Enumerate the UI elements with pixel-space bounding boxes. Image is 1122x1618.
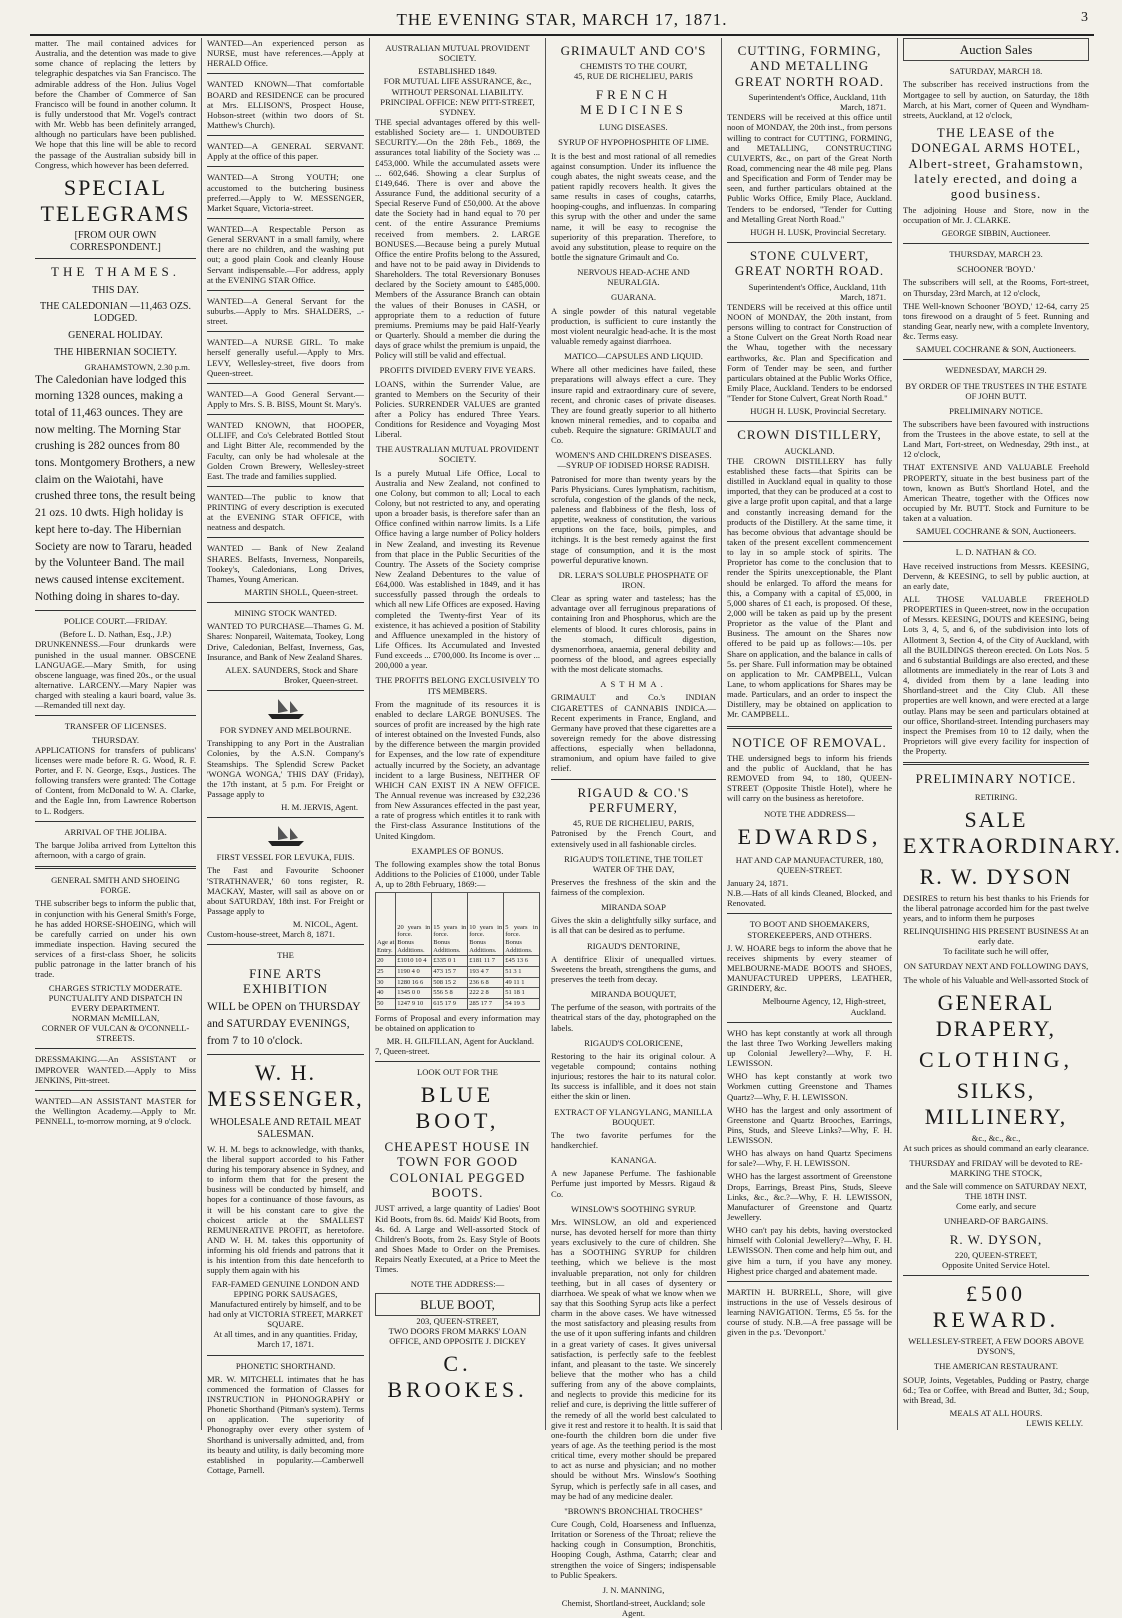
clothing: CLOTHING,	[919, 1046, 1073, 1072]
lera: DR. LERA'S SOLUBLE PHOSPHATE OF IRON.	[558, 569, 709, 591]
table-cell: £45 13 6	[504, 956, 540, 967]
sat-text: The subscriber has received instructions from the Mortgagee to sell by auction, on Saturday, the 18th March, at his Mart, corner of Queen and Wyndham-streets, Auckland, at 12 o'clock,	[903, 79, 1089, 120]
whole: The whole of his Valuable and Well-assorted Stock of	[903, 974, 1089, 985]
manning: J. N. MANNING,	[602, 1584, 665, 1595]
rigaud-heading: RIGAUD & CO.'S PERFUMERY,	[577, 784, 690, 815]
cheapest: CHEAPEST HOUSE IN TOWN FOR GOOD COLONIAL PEGGED BOOTS.	[384, 1139, 531, 1201]
phonetic-heading: PHONETIC SHORTHAND.	[235, 1360, 336, 1371]
crown-heading: CROWN DISTILLERY,	[737, 427, 882, 443]
page-columns	[30, 38, 1122, 1618]
table-cell: 285 17 7	[468, 998, 504, 1009]
prelim-2: PRELIMINARY NOTICE.	[915, 771, 1077, 787]
prelim: PRELIMINARY NOTICE.	[949, 405, 1043, 416]
lusk: HUGH H. LUSK, Provincial Secretary.	[750, 406, 886, 417]
lewisson-ad: WHO has the largest assortment of Greenstone Drops, Earrings, Breast Pins, Studs, Sleeve Links, &c., &c.?—Why, F. H. LEWISSON, Manufacturer of Greenstone and Quartz Jewellery.	[727, 1171, 892, 1223]
page-number: 3	[1081, 10, 1088, 25]
women-text: Patronised for more than twenty years by the Paris Physicians. Cures lymphatism, rachitism, scrofula, congestion of the glands of the neck, paleness and flabbiness of the flesh, loss of appetite, weakness of constitution, the various eruptions on the face, boils, pimples, and itchings. It is the best remedy against the first stage of consumption, and it is the most powerful depurative known.	[551, 473, 716, 565]
table-header: 10 years in force. Bonus Additions.	[468, 893, 504, 956]
table-cell: 40	[376, 988, 396, 999]
trustees: BY ORDER OF THE TRUSTEES IN THE ESTATE OF JOHN BUTT.	[905, 380, 1087, 401]
table-cell: 556 5 8	[432, 988, 468, 999]
dentorine-text: A dentifrice Elixir of unequalled virtues. Sweetens the breath, strengthens the gums, and preserves the teeth from decay.	[551, 953, 716, 985]
winslow-text: Mrs. WINSLOW, an old and experienced nurse, has devoted herself for more than thirty years exclusively to the cure of children. She has a SOOTHING SYRUP for children teething, which we believe is the most invaluable preparation, not only for children teething, but in all cases of dysentery or diarrhoea. We speak of what we know when we say that this Soothing Syrup acts like a perfect charm in the above cases. We have witnessed the most satisfactory and pleasing results from the use of it upon suffering infants and children in a great variety of cases. It gives universal satisfaction, is perfectly safe to the feeblest infant, and pleasant to the taste. We sincerely believe that the mother who has a child suffering from any of the above complaints, and neglects to provide this medicine for its relief and cure, is depriving the little sufferer of the remedy of all the world best calculated to give it rest and restore it to health. It is said that one-fourth the children born die under five years of age. As the teething period is the most critical time, every mother should be prepared to act as nurse and physician; and no mother should be without Mrs. Winslow's Soothing Syrup, which is perfectly safe in all cases, and may be had of any medicine dealer.	[551, 1216, 716, 1501]
rigaud-address: 45, RUE DE RICHELIEU, PARIS,	[572, 818, 695, 829]
amp-text: THE special advantages offered by this well-established Society are— 1. UNDOUBTED SECURITY.—On the 28th Feb., 1869, the assurances total liability of the Society was ... £453,000. While the accumulated assets were ... 602,646. Showing a clear Surplus of £149,646. There is over and above the Assurance Fund, the additional security of a Special Reserve Fund of £50,000. At the above date the Society had in hand equal to 70 per cent. of the entire Assurance Premiums received from members. 2. LARGE BONUSES.—Because being a purely Mutual Office the entire Profits belong to the Assured, and have not to be paid away in Dividends to Shareholders. The total Reversionary Bonuses declared by the Society amount to £485,000. Members of the Assurance Branch can obtain the values of their Bonuses in CASH, or appropriate them to a reduction of future premiums. Premiums may be paid Half-Yearly or Quarterly. Should a member die during the days of grace whilst the premium is unpaid, the Policy will still be valid and effectual.	[375, 116, 540, 361]
wanted-ad: WANTED—A Strong YOUTH; one accustomed to the butchering business preferred.—Apply to W. MESSENGER, Market Square, Victoria-street.	[207, 172, 364, 213]
levuka-heading: FIRST VESSEL FOR LEVUKA, FIJIS.	[216, 852, 355, 863]
come: Come early, and secure	[955, 1201, 1037, 1212]
table-cell: 615 17 9	[432, 998, 468, 1009]
lookout: LOOK OUT FOR THE	[416, 1067, 499, 1078]
kelly: LEWIS KELLY.	[1026, 1418, 1083, 1429]
bootmakers: TO BOOT AND SHOEMAKERS, STOREKEEPERS, AND OTHERS.	[747, 919, 872, 940]
jan: January 24, 1871.	[727, 877, 789, 888]
caledonian-heading: THE CALEDONIAN —11,463 OZS. LODGED.	[39, 301, 191, 325]
wellesley: WELLESLEY-STREET, A FEW DOORS ABOVE DYSON'S,	[908, 1336, 1084, 1357]
masthead	[30, 6, 1094, 36]
corner: CORNER OF VULCAN & O'CONNELL-STREETS.	[41, 1023, 190, 1044]
asthma: ASTHMA.	[600, 679, 667, 690]
column-1	[30, 38, 202, 1430]
nervous: NERVOUS HEAD-ACHE AND NEURALGIA.	[577, 267, 690, 288]
table-cell: 51 3 1	[504, 966, 540, 977]
this-day: THIS DAY.	[92, 284, 139, 296]
stone-text: TENDERS will be received at this office until NOON of MONDAY, the 20th instant, from persons willing to contract for Construction of a Stone Culvert on the Great North Road near the Whau, together with the necessary earthworks, &c. Plan and Specification and Form of Tender may be seen, and further particulars obtained at the Public Works Office, Emily Place, Auckland. Tenders to be endorsed "Tender for Stone Culvert, Great North Road."	[727, 301, 892, 404]
forms-text: Forms of Proposal and every information may be obtained on application to	[375, 1012, 540, 1033]
examples-text: The following examples show the total Bonus Additions to the Policies of £1000, under Table A, up to 28th February, 1869:—	[375, 858, 540, 890]
sibbin: GEORGE SIBBIN, Auctioneer.	[941, 227, 1051, 238]
times: At all times, and in any quantities. Friday, March 17, 1871.	[213, 1329, 358, 1350]
table-header: Age at Entry.	[376, 893, 396, 956]
ship-icon	[266, 696, 306, 720]
auction-sales-heading: Auction Sales	[903, 38, 1089, 61]
dateline: GRAHAMSTOWN, 2.30 p.m.	[84, 361, 190, 372]
sydney-heading: FOR SYDNEY AND MELBOURNE.	[219, 725, 352, 736]
lusk: HUGH H. LUSK, Provincial Secretary.	[750, 226, 886, 237]
table-header: 15 years in force. Bonus Additions.	[432, 893, 468, 956]
messenger-heading: W. H. MESSENGER,	[207, 1060, 364, 1112]
table-cell: 1190 4 0	[396, 966, 432, 977]
etc: &c., &c., &c.,	[971, 1132, 1021, 1143]
lewisson-ad: WHO has kept constantly at work two Workmen cutting Greenstone and Thames Quartz?—Why, F. H. LEWISSON.	[727, 1071, 892, 1102]
table-cell: 25	[376, 966, 396, 977]
manning-address: Chemist, Shortland-street, Auckland; sole Agent.	[561, 1597, 706, 1618]
table-cell: 193 4 7	[468, 966, 504, 977]
freehold: ALL THOSE VALUABLE FREEHOLD PROPERTIES in Queen-street, now in the occupation of Messrs. KEESING, DOUTS and KEESING, being Lots 3, 4, 5, and 6, of the subdivision into lots of Allotment 3, Section 4, of the City of Auckland, with all the BUILDINGS thereon erected. On Lots Nos. 5 and 6 substantial Buildings are also erected, and these allotments are immediately in the rear of Lots 3 and 4, divided from them by a lane leading into Shortland-street and the City Club. All these properties are well known, and were erected at a large outlay. Plans may be seen and particulars obtained at our office, Shortland-street. Intending purchasers may inspect the Premises from 10 to 12 daily, when the Proprietors will give every facility for inspection of the Property.	[903, 594, 1089, 757]
the: THE	[277, 950, 294, 961]
facilitate: To facilitate such he will offer,	[943, 946, 1049, 957]
column-5	[722, 38, 898, 1430]
table-cell: 51 18 1	[504, 988, 540, 999]
lera-text: Clear as spring water and tasteless; has the advantage over all ferruginous preparations of containing Iron and Phosphorus, which are the elements of blood. It cures chlorosis, pains in the stomach, difficult digestion, dysmenorrhoea, anaemia, general debility and poorness of the blood, and agrees especially with the most delicate stomachs.	[551, 593, 716, 675]
nicol: M. NICOL, Agent.	[292, 919, 358, 930]
soup: SOUP, Joints, Vegetables, Pudding or Pastry, charge 6d.; Tea or Coffee, with Bread and Butter, 3d.; Soup, with Bread, 3d.	[903, 1374, 1089, 1405]
table-cell: 50	[376, 998, 396, 1009]
wanted-ad: WANTED KNOWN, that HOOPER, OLLIFF, and Co's Celebrated Bottled Stout and Light Bitter Ale, recommended by the Faculty, can only be had wholesale at the Golden Crown Brewery, Wellesley-street East. The trade and families supplied.	[207, 420, 364, 481]
hats: N.B.—Hats of all kinds Cleaned, Blocked, and Renovated.	[727, 888, 892, 909]
restaurant: THE AMERICAN RESTAURANT.	[934, 1361, 1058, 1372]
amp-text: LOANS, within the Surrender Value, are granted to Members on the Security of their Policies. SURRENDER VALUES are granted after a Policy has endured Three Years. Conditions for Residence and Voyaging Most Liberal.	[375, 378, 540, 440]
hibernian-heading: THE HIBERNIAN SOCIETY.	[54, 346, 177, 358]
coloricene: RIGAUD'S COLORICENE,	[584, 1037, 683, 1048]
saunders: ALEX. SAUNDERS, Stock and Share Broker, Queen-street.	[225, 664, 358, 686]
prices: At such prices as should command an early clearance.	[903, 1142, 1089, 1153]
table-cell: £181 11 7	[468, 956, 504, 967]
wanted-ad: WANTED—The public to know that PRINTING of every description is executed at the EVENING STAR OFFICE, with neatness and despatch.	[207, 491, 364, 533]
table-cell: 1247 9 10	[396, 998, 432, 1009]
master-ad: WANTED—AN ASSISTANT MASTER for the Wellington Academy.—Apply to Mr. PENNELL, to-morrow morning, at 9 o'clock.	[35, 1095, 196, 1127]
phonetic-text: MR. W. MITCHELL intimates that he has commenced the formation of Classes for INSTRUCTION in PHONOGRAPHY or Phonetic Shorthand (Pitman's system). Terms on application. The superiority of Phonography over every other system of Shorthand is universally admitted, and, from its beauty and utility, is daily becoming more established in popularity.—Camberwell Cottage, Parnell.	[207, 1373, 364, 1475]
table-row	[376, 966, 540, 977]
wanted-ad: WANTED—A General Servant for the suburbs.—Apply to Mrs. SHALDERS, ..-street.	[207, 295, 364, 327]
established: ESTABLISHED 1849.	[418, 66, 497, 77]
ship-icon	[266, 823, 306, 847]
transfer-heading: TRANSFER OF LICENSES.	[64, 721, 167, 732]
wanted-ad: WANTED — Bank of New Zealand SHARES. Belfasts, Inverness, Nonpareils, Tookey's, Caledonians, Long Drives, Thames, Young American.	[207, 543, 364, 584]
table-header: 20 years in force. Bonus Additions.	[396, 893, 432, 956]
amp-heading-2: THE AUSTRALIAN MUTUAL PROVIDENT SOCIETY.	[376, 444, 539, 465]
customs: Custom-house-street, March 8, 1871.	[207, 929, 335, 940]
meals: MEALS AT ALL HOURS.	[949, 1407, 1043, 1418]
wanted-ad: WANTED—A Good General Servant.—Apply to Mrs. S. B. BISS, Mount St. Mary's.	[207, 388, 364, 409]
wanted-ad: WANTED—An experienced person as NURSE, must have references.—Apply at HERALD Office.	[207, 38, 364, 69]
lease-text: The adjoining House and Store, now in the occupation of Mr. J. CLARKE.	[903, 204, 1089, 225]
lewisson-ad: WHO has kept constantly at work all through the last three Two Working Jewellers making up Colonial Jewellery?—Why, F. H. LEWISSON.	[727, 1027, 892, 1069]
column-3	[370, 38, 546, 1430]
matico: MATICO—CAPSULES AND LIQUID.	[564, 351, 703, 362]
reward: £500 REWARD.	[932, 1281, 1060, 1333]
fine-arts-text: WILL be OPEN on THURSDAY and SATURDAY EVENINGS, from 7 to 10 o'clock.	[207, 1001, 361, 1047]
sholl: MARTIN SHOLL, Queen-street.	[244, 587, 358, 598]
messenger-text: W. H. M. begs to acknowledge, with thanks, the liberal support accorded to his Father during his temporary absence in Sydney, and to inform them that for the present the business will be conducted by himself, and hopes for a continuance of those favours, as it will be his constant care to give the choicest article at the SMALLEST REMUNERATIVE PROFIT, as heretofore. AND W. H. M. takes this opportunity of informing his old friends and patrons that it is his intention from this date henceforth to supply them again with his	[207, 1143, 364, 1276]
stone-office: Superintendent's Office, Auckland, 11th March, 1871.	[748, 281, 886, 302]
schooner: SCHOONER 'BOYD.'	[956, 264, 1036, 275]
table-cell: £1010 10 4	[396, 956, 432, 967]
cutting-heading: CUTTING, FORMING, AND METALLING GREAT NORTH ROAD.	[734, 43, 885, 89]
joliba-text: The barque Joliba arrived from Lyttelton this afternoon, with a cargo of grain.	[35, 839, 196, 860]
ylang-text: The two favorite perfumes for the handkerchief.	[551, 1129, 716, 1151]
wanted-ad: WANTED—A NURSE GIRL. To make herself generally useful.—Apply to Mrs. LEVY, Wellesley-street, five doors from Queen-street.	[207, 337, 364, 378]
dyson-text: DESIRES to return his best thanks to his Friends for the liberal patronage accorded him for the past twelve years, and to inform them he purposes	[903, 892, 1089, 923]
smith-text: THE subscriber begs to inform the public that, in conjunction with his General Smith's Forge, he has added HORSE-SHOEING, which will be carefully carried on under his own immediate inspection. Having secured the services of a first-class Shoer, he solicits public patronage in the latter branch of his trade.	[35, 898, 196, 980]
wanted-ad: WANTED—A GENERAL SERVANT. Apply at the office of this paper.	[207, 141, 364, 162]
table-cell: £335 0 1	[432, 956, 468, 967]
syrup-text: It is the best and most rational of all remedies against consumption. Under its influence the cough abates, the night sweats cease, and the patient rapidly recovers health. It gives the same results in cases of coughs, catarrhs, hooping-coughs, and influenzas. In comparing this syrup with the other and under the same name, it will be easy to recognise the superiority of this preparation. Therefore, to avoid any substitution, please to require on the bottle the signature Grimault and Co.	[551, 150, 716, 262]
blue-boot-heading: BLUE BOOT,	[415, 1082, 500, 1134]
queen-203: 203, QUEEN-STREET,	[416, 1315, 499, 1326]
silks: SILKS, MILLINERY,	[924, 1077, 1068, 1129]
bronchial-text: Cure Cough, Cold, Hoarseness and Influenza, Irritation or Soreness of the Throat; relieve the hacking cough in Consumption, Bronchitis, Hooping Cough, Asthma, Catarrh; clear and strengthen the voice of Singers; indispensable to Public Speakers.	[551, 1518, 716, 1580]
ylang: EXTRACT OF YLANGYLANG, MANILLA BOUQUET.	[554, 1106, 713, 1127]
lung: LUNG DISEASES.	[599, 122, 668, 133]
table-row	[376, 977, 540, 988]
table-header: 5 years in force. Bonus Additions.	[504, 893, 540, 956]
examples-heading: EXAMPLES OF BONUS.	[411, 845, 504, 856]
removal-text: THE undersigned begs to inform his friends and the public of Auckland, that he has REMOVED from 94, to 180, QUEEN-STREET (Opposite Thistle Hotel), where he will carry on the business as heretofore.	[727, 752, 892, 804]
edwards: EDWARDS,	[737, 823, 882, 849]
relinquish: RELINQUISHING HIS PRESENT BUSINESS At an early date.	[903, 926, 1089, 947]
cochrane: SAMUEL COCHRANE & SON, Auctioneers.	[915, 344, 1077, 355]
miranda: MIRANDA SOAP	[601, 902, 666, 913]
toilette: RIGAUD'S TOILETINE, THE TOILET WATER OF THE DAY,	[564, 853, 703, 874]
bronchial: "BROWN'S BRONCHIAL TROCHES"	[564, 1505, 703, 1516]
bouquet: MIRANDA BOUQUET,	[590, 989, 677, 1000]
note-address: NOTE THE ADDRESS:—	[410, 1279, 505, 1290]
bonus-table	[375, 892, 540, 1009]
saturday-next: ON SATURDAY NEXT AND FOLLOWING DAYS,	[903, 961, 1089, 972]
table-row	[376, 998, 540, 1009]
table-cell: 222 2 8	[468, 988, 504, 999]
amp-text: Is a purely Mutual Life Office, Local to Australia and New Zealand, not confined to one Colony, but common to all; Local to each Colony, but not restricted to any, and operating upon a broader basis, is therefore safer than an Office confined within narrow limits. Is a Life Office having a large number of Policy holders in New Zealand, and investing its Revenue from that place in the Public Securities of the Country. The Assets of the Society comprise New Zealand Debentures to the value of £64,000. Was established in 1849, and it has successfully passed through the ordeals to which all new Life Offices are exposed. Having completed the Twenty-first Year of its existence, it has achieved a position of Stability and Affluence unexampled in the history of Life Offices. Its Accumulated and Invested Fund exceeds ... £700,000. Its Income is over ... 200,000 a year.	[375, 467, 540, 671]
blue-boot-box: BLUE BOOT,	[375, 1293, 540, 1316]
sydney-text: Transhipping to any Port in the Australian Colonies, by the A.S.N. Company's Steamships. The Splendid Screw Packet 'WONGA WONGA,' THIS DAY (Friday), the 17th instant, at 5 p.m. For Freight or Passage apply to	[207, 738, 364, 800]
queen-7: 7, Queen-street.	[375, 1045, 430, 1056]
guarana: GUARANA.	[610, 292, 657, 303]
grimault-heading: GRIMAULT AND CO'S	[560, 43, 707, 58]
wholesale: WHOLESALE AND RETAIL MEAT SALESMAN.	[209, 1117, 362, 1140]
chemists: CHEMISTS TO THE COURT,	[580, 61, 687, 72]
wanted-ad: WANTED TO PURCHASE—Thames G. M. Shares: Nonpareil, Waitemata, Tookey, Long Drive, Caledonian, Belfast, Inverness, Gas, Insurance, and Bank of New Zealand Shares.	[207, 621, 364, 662]
table-cell: 236 6 8	[468, 977, 504, 988]
unheard: UNHEARD-OF BARGAINS.	[943, 1216, 1049, 1227]
winslow: WINSLOW'S SOOTHING SYRUP.	[571, 1203, 696, 1214]
cochrane: SAMUEL COCHRANE & SON, Auctioneers.	[915, 526, 1077, 537]
opposite: Opposite United Service Hotel.	[942, 1260, 1050, 1271]
gilfillan: MR. H. GILFILLAN, Agent for Auckland.	[386, 1035, 534, 1046]
transfer-text: APPLICATIONS for transfers of publicans' licenses were made before R. G. Wood, R. F. Porter, and F. N. George, Esqs., Justices. The following transfers were granted: The Cottage of Content, from McDonald to W. A. Clarke, and the Eagle Inn, from Lawrence Robertson to L. Rodgers.	[35, 744, 196, 816]
special-telegrams-heading: SPECIAL TELEGRAMS	[40, 174, 191, 226]
newspaper-title: THE EVENING STAR, MARCH 17, 1871.	[396, 10, 728, 29]
levuka-text: The Fast and Favourite Schooner 'STRATHNAVER,' 60 tons register, R. MACKAY, Master, will sail as above on or about SATURDAY, 18th inst. For Freight or Passage apply to	[207, 865, 364, 916]
lewisson-ad: WHO can't pay his debts, having overstocked himself with Colonial Jewellery?—Why, F. H. LEWISSON. Then come and help him out, and give him a turn, if you have any money. Highest price charged and abatement made.	[727, 1225, 892, 1276]
wanted-ad: WANTED—A Respectable Person as General SERVANT in a small family, where there are no children, and the washing put out; a good plain Cook and cleanly House Servant indispensable.—For address, apply at the EVENING STAR Office.	[207, 223, 364, 285]
retiring: RETIRING.	[974, 791, 1018, 802]
table-cell: 508 15 2	[432, 977, 468, 988]
grimault-address: 45, RUE DE RICHELIEU, PARIS	[573, 71, 694, 82]
boot-text: JUST arrived, a large quantity of Ladies' Boot Kid Boots, from 8s. 6d. Maids' Kid Boots, from 4s. 6d. A Large and Well-assorted Stock of Children's Boots, from 2s. Easy Style of Boots and Shoes Made to Order on the Premises. Repairs Neatly Executed, at a Price to Meet the Times.	[375, 1203, 540, 1275]
amp-text: From the magnitude of its resources it is enabled to declare LARGE BONUSES. The sources of profit are increased by the high rate of interest obtained on the Invested Funds, also by the difference between the margin provided for Expenses, and the low rate of expenditure actually incurred by the Society, an advantage incident to a large Business, NEITHER OF WHICH CAN EXIST IN A NEW OFFICE. The Annual revenue was increased by £32,236 from New Assurances effected in the past year, a rate of progress which entitles it to rank with the First-class Assurance Institutions of the United Kingdom.	[375, 698, 540, 841]
drapery: GENERAL DRAPERY,	[935, 989, 1057, 1041]
table-row	[376, 988, 540, 999]
hoare-text: J. W. HOARE begs to inform the above that he receives shipments by every steamer of MELBOURNE-MADE BOOTS and SHOES, MANUFACTURED UPPERS, LEATHER, GRINDERY, &c.	[727, 942, 892, 994]
punctuality: PUNCTUALITY AND DISPATCH IN EVERY DEPARTMENT.	[48, 992, 183, 1013]
smith-heading: GENERAL SMITH AND SHOEING FORGE.	[51, 875, 180, 896]
rigaud-text: Patronised by the French Court, and extensively used in all fashionable circles.	[551, 828, 716, 849]
joliba-heading: ARRIVAL OF THE JOLIBA.	[64, 826, 167, 837]
two-doors: TWO DOORS FROM MARKS' LOAN OFFICE, AND OPPOSITE J. DICKEY	[388, 1326, 527, 1347]
wanted-ad: WANTED KNOWN—That comfortable BOARD and RESIDENCE can be procured at Mrs. ELLISON'S, Prospect House, Hobson-street (within two doors of St. Matthew's Church).	[207, 79, 364, 130]
burrell-ad: MARTIN H. BURRELL, Shore, will give instructions in the use of Vessels desirous of learning NAVIGATION. Terms, £5 5s. for the course of study. N.B.—A free passage will be given in the p.s. 'Devonport.'	[727, 1286, 892, 1338]
hat: HAT AND CAP MANUFACTURER, 180, QUEEN-STREET.	[735, 854, 884, 875]
column-6	[898, 38, 1122, 1430]
thu: THURSDAY, MARCH 23.	[949, 249, 1043, 260]
lewisson-ad: WHO has always on hand Quartz Specimens for sale?—Why, F. H. LEWISSON.	[727, 1148, 892, 1169]
brookes: C. BROOKES.	[387, 1351, 528, 1403]
thames-telegram-text: The Caledonian have lodged this morning 1328 ounces, making a total of 11,463 ounces. They are now melting. The Morning Star crushing is 282 ounces from 80 tons. Montgomery Brothers, a new claim on the Waiotahi, have crushed three tons, the result being 21 ozs. 10 dwts. High holiday is kept here to-day. The Hibernian Society are now to Tararu, headed by the Volunteer Band. The mail news caused intense excitement. Nothing doing in shares to-day.	[35, 373, 196, 603]
lease: THE LEASE of the DONEGAL ARMS HOTEL, Albert-street, Grahamstown, lately erected, and doing a good business.	[908, 125, 1084, 202]
table-cell: 1280 16 6	[396, 977, 432, 988]
crown-place: AUCKLAND.	[784, 445, 835, 456]
removal-heading: NOTICE OF REMOVAL.	[732, 734, 887, 750]
miranda-text: Gives the skin a delightfully silky surface, and is all that can be desired as to perfume.	[551, 915, 716, 936]
kananga-text: A new Japanese Perfume. The fashionable Perfume just imported by Messrs. Rigaud & Co.	[551, 1168, 716, 1199]
belong: THE PROFITS BELONG EXCLUSIVELY TO ITS MEMBERS.	[375, 675, 540, 696]
nathan: L. D. NATHAN & CO.	[955, 547, 1037, 558]
column-4	[546, 38, 722, 1618]
amp-office: PRINCIPAL OFFICE: NEW PITT-STREET, SYDNEY.	[380, 96, 535, 117]
syrup: SYRUP OF HYPOPHOSPHITE OF LIME.	[558, 137, 709, 148]
sat: SATURDAY, MARCH 18.	[949, 66, 1043, 77]
sale-extraordinary: SALE EXTRAORDINARY.	[903, 806, 1122, 858]
fine-arts-heading: FINE ARTS EXHIBITION	[242, 965, 329, 996]
prelim-text: The subscribers have been favoured with instructions from the Trustees in the above estate, to sell at the Land Mart, Fort-street, on Wednesday, 29th inst., at 12 o'clock,	[903, 418, 1089, 460]
dressmaking-ad: DRESSMAKING.—An ASSISTANT or IMPROVER WANTED.—Apply to Miss JENKINS, Pitt-street.	[35, 1054, 196, 1085]
table-cell: 473 15 7	[432, 966, 468, 977]
dyson-2: R. W. DYSON,	[949, 1231, 1043, 1247]
victoria: Manufactured entirely by himself, and to be had only at VICTORIA STREET, MARKET SQUARE.	[208, 1298, 363, 1330]
police-heading: POLICE COURT.—FRIDAY.	[63, 616, 168, 627]
transfer-day: THURSDAY.	[91, 734, 140, 745]
schooner-text: The subscribers will sell, at the Rooms, Fort-street, on Thursday, 23rd March, at 12 o'clock,	[903, 277, 1089, 298]
boyd: THE Well-known Schooner 'BOYD,' 12-64, carry 25 tons firewood on a draught of 5 feet. Running and standing Gear, nearly new, with a complete Inventory, &c. Terms easy.	[903, 300, 1089, 342]
stone-heading: STONE CULVERT, GREAT NORTH ROAD.	[734, 247, 885, 279]
amp-heading: AUSTRALIAN MUTUAL PROVIDENT SOCIETY.	[385, 43, 530, 64]
crown-text: THE CROWN DISTILLERY has fully established these facts—that Spirits can be distilled in Auckland equal in quality to those imported, that they can be produced at a cost to give a large profit upon capital, and that a large and constantly increasing demand for the products of the Distillery. At the same time, it has become obvious that advantage should be taken of the present excellent commencement to lay in so ample stock of spirits. The Proprietor has come to the conclusion that to render the Spirits unexceptionable, the Plant should be enlarged. To afford the means for this, a Company with a capital of £5,000, in 5,000 shares of £1 each, is proposed. Of these, 2,000 will be taken as paid up by the present Proprietor as the value of the Plant and Business. The amount on the Shares now offered to be paid up as follows:—10s. per Share on application, and the balance in calls of 5s. per Share. Full information may be obtained on application to Mr. CAMPBELL, Vulcan Lane, to whom applications for Shares may be made. Particulars, and an order to inspect the Distillery, may be obtained on application to Mr. CAMPBELL.	[727, 455, 892, 720]
police-text: DRUNKENNESS.—Four drunkards were punished in the usual manner. OBSCENE LANGUAGE.—Mary Smith, for using obscene language, was fined 20s., or the usual alternative. LARCENY.—Mary Napier was charged with stealing a kauri board, value 3s.—Remanded till next day.	[35, 639, 196, 711]
profits: PROFITS DIVIDED EVERY FIVE YEARS.	[379, 365, 536, 376]
wed: WEDNESDAY, MARCH 29.	[945, 365, 1047, 376]
note-address: NOTE THE ADDRESS—	[763, 808, 856, 819]
cutting-office: Superintendent's Office, Auckland, 11th March, 1871.	[748, 91, 886, 113]
holiday-heading: GENERAL HOLIDAY.	[68, 330, 163, 342]
kananga: KANANGA.	[610, 1155, 657, 1166]
asthma-text: GRIMAULT and Co.'s INDIAN CIGARETTES of CANNABIS INDICA.—Recent experiments in France, England, and Germany have proved that these cigarettes are a sovereign remedy for the above distressing affections, especially when belladonna, stramonium, and opium have failed to give relief.	[551, 692, 716, 774]
cutting-text: TENDERS will be received at this office until noon of MONDAY, the 20th inst., from persons willing to contract for CUTTING, FORMING, and METALLING, CONSTRUCTING CULVERTS, &c., on part of the Great North Road, commencing near the 48 mile peg. Plans and Specification and Form of Tender may be seen, and further particulars obtained at the Public Works Office, Emily Place, Auckland. Tenders to be endorsed, "Tender for Cutting and Metalling Great North Road."	[727, 112, 892, 224]
french-medicines: FRENCH MEDICINES	[580, 86, 687, 117]
special-telegrams-sub: [FROM OUR OWN CORRESPONDENT.]	[70, 229, 161, 253]
bouquet-text: The perfume of the season, with portraits of the theatrical stars of the day, photographed on the labels.	[551, 1002, 716, 1033]
column-2	[202, 38, 370, 1475]
mining-heading: MINING STOCK WANTED.	[234, 608, 337, 619]
queen-220: 220, QUEEN-STREET,	[954, 1249, 1038, 1260]
toilette-text: Preserves the freshness of the skin and the fairness of the complexion.	[551, 876, 716, 898]
police-sub: (Before L. D. Nathan, Esq., J.P.)	[59, 629, 172, 640]
hoare-address: Melbourne Agency, 12, High-street, Auckland.	[762, 996, 886, 1017]
table-cell: 54 19 3	[504, 998, 540, 1009]
lewisson-ad: WHO has the largest and only assortment of Greenstone and Quartz Brooches, Earrings, Pins, Studs, and Sleeve Links?—Why, F. H. LEWISSON.	[727, 1104, 892, 1146]
jervis: H. M. JERVIS, Agent.	[281, 802, 358, 813]
property: THAT EXTENSIVE AND VALUABLE Freehold PROPERTY, situate in the best business part of the town, known as Butt's Shortland Hotel, and the American Theatre, together with the Offices now occupied by Mr. BUTT. Stock and Furniture to be taken at a valuation.	[903, 462, 1089, 524]
norman: NORMAN McMILLAN,	[71, 1012, 160, 1023]
guarana-text: A single powder of this natural vegetable production, is sufficient to cure instantly the most violent neuralgic head-ache. It is the most valuable remedy against diarrhoea.	[551, 305, 716, 346]
matico-text: Where all other medicines have failed, these preparations will always effect a cure. They insure rapid and extraordinary cure of severe, recent, and chronic cases of private diseases. They are found greatly superior to all hitherto known mineral remedies, and to copaiba and cubeb. Require the signature: GRIMAULT and Co.	[551, 364, 716, 446]
coloricene-text: Restoring to the hair its original colour. A vegetable compound; contains nothing injurious; restores the hair to its natural color. Its success is infallible, and it does not stain either the skin or linen.	[551, 1050, 716, 1102]
news-text: matter. The mail contained advices for Australia, and the detention was made to give some chance of replacing the letters by telegraphic despatches via San Francisco. The admirable address of the Hon. Julius Vogel before the Chamber of Commerce of San Francisco will be found in another column. It is fully understood that Mr. Vogel's contract with Mr. Webb has been definitely arranged, although no particulars have been published. We hope that this line will be able to record the passage of the Australian subsidy bill in Congress, which however has been deferred.	[35, 38, 196, 170]
table-cell: 49 11 1	[504, 977, 540, 988]
charges: CHARGES STRICTLY MODERATE.	[48, 982, 183, 993]
table-row	[376, 956, 540, 967]
thames-heading: THE THAMES.	[51, 264, 180, 280]
amp-for: FOR MUTUAL LIFE ASSURANCE, &c., WITHOUT PERSONAL LIABILITY.	[383, 76, 532, 97]
nathan-text: Have received instructions from Messrs. KEESING, Dervenn, & KEESING, to sell by public auction, at an early date,	[903, 560, 1089, 591]
table-cell: 20	[376, 956, 396, 967]
women: WOMEN'S AND CHILDREN'S DISEASES. —SYRUP OF IODISED HORSE RADISH.	[555, 450, 712, 471]
dentorine: RIGAUD'S DENTORINE,	[586, 940, 681, 951]
sale-start: and the Sale will commence on SATURDAY NEXT, THE 18TH INST.	[905, 1181, 1087, 1202]
table-cell: 1345 0 0	[396, 988, 432, 999]
dyson: R. W. DYSON	[919, 863, 1073, 889]
farfamed: FAR-FAMED GENUINE LONDON AND EPPING PORK SAUSAGES,	[211, 1278, 360, 1299]
table-cell: 30	[376, 977, 396, 988]
thursday: THURSDAY and FRIDAY will be devoted to RE-MARKING THE STOCK,	[909, 1157, 1083, 1178]
